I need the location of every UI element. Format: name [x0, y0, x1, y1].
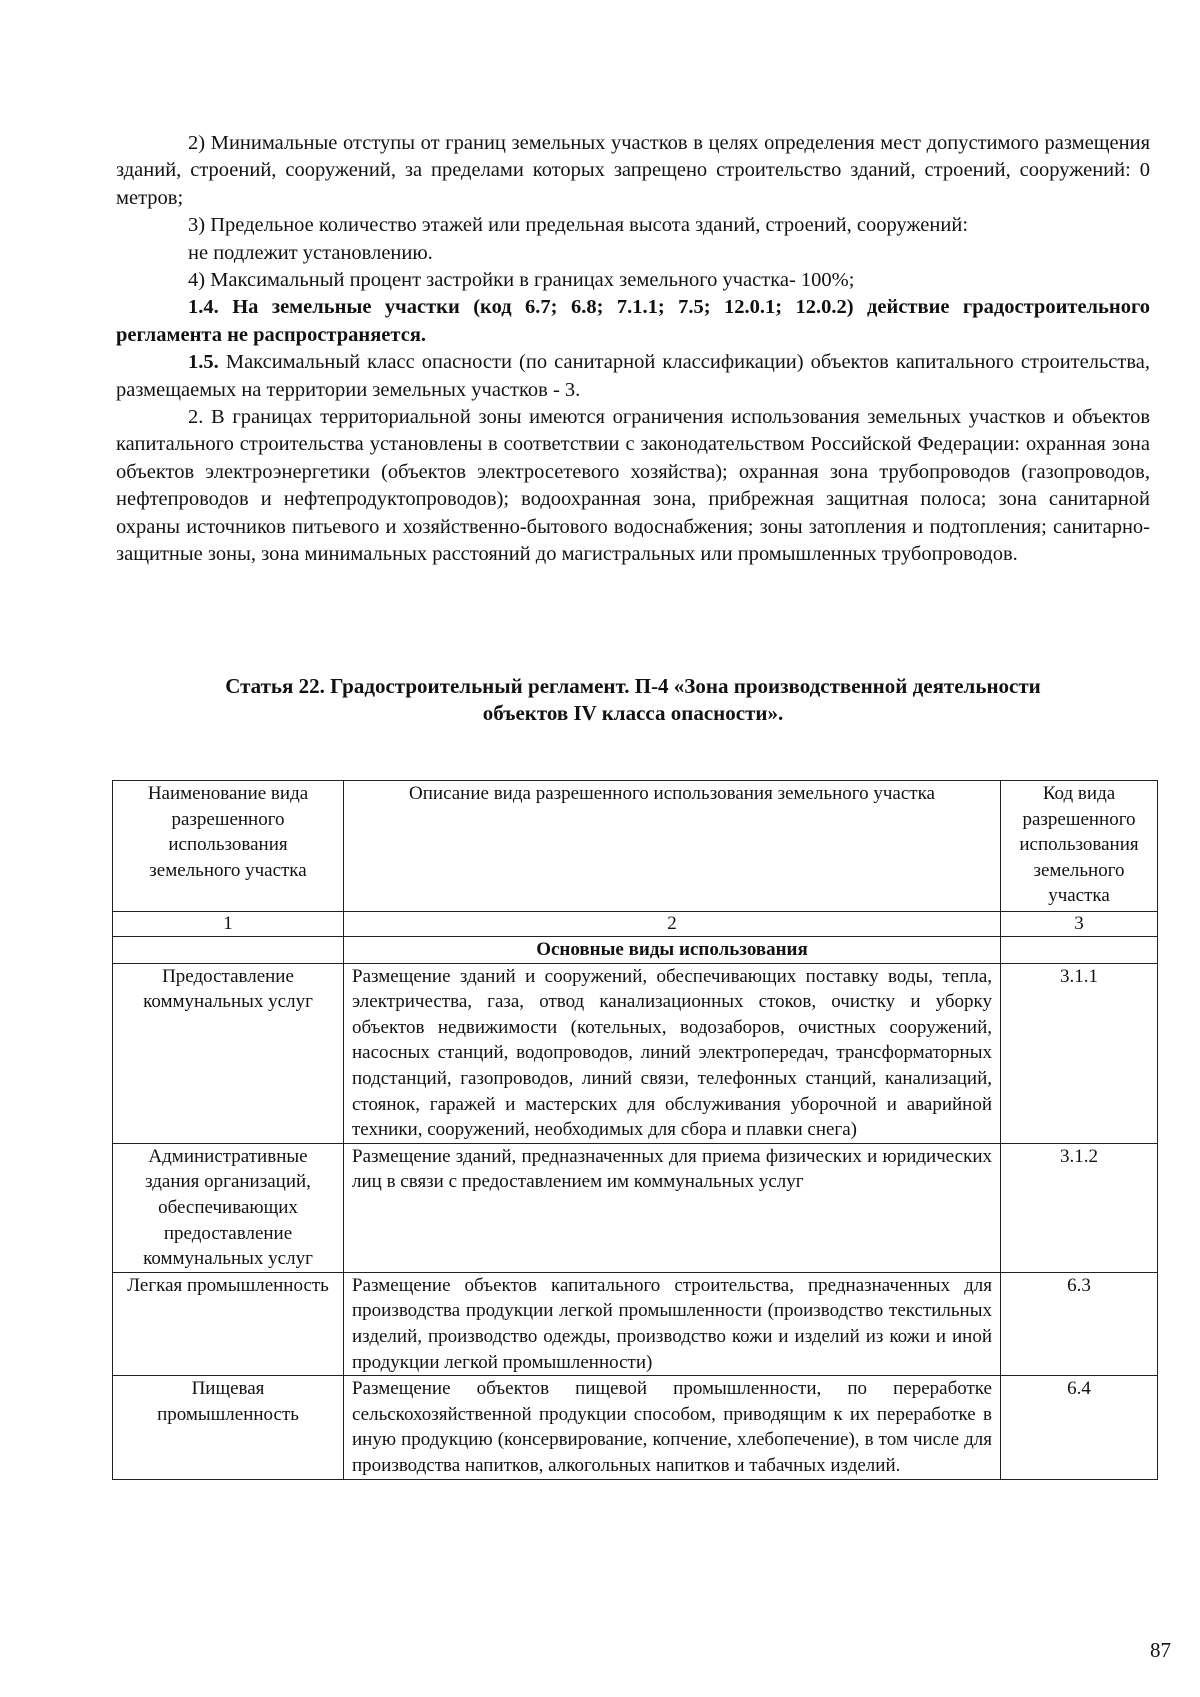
use-code: 6.4 [1001, 1376, 1158, 1479]
use-description: Размещение зданий, предназначенных для приема физических и юридических лиц в связи с предоставлением им коммунальных услуг [344, 1143, 1001, 1272]
paragraph-floors: 3) Предельное количество этажей или предельная высота зданий, строений, сооружений: [188, 214, 969, 237]
use-name: Легкая промышленность [113, 1272, 344, 1375]
column-number: 2 [344, 912, 1001, 937]
paragraph-restrictions: 2. В границах территориальной зоны имеются ограничения использования земельных участков и объектов капитального строительства установлены в соответствии с законодательством Российской Федерации: охранная зона объектов электроэнергетики (объектов электросетевого хозяйства); охранная зона трубопроводов (газопроводов, нефтепроводов и нефтепродуктопроводов); водоохранная зона, прибрежная защитная полоса; зона санитарной охраны источников питьевого и хозяйственно-бытового водоснабжения; зоны затопления и подтопления; санитарно-защитные зоны, зона минимальных расстояний до магистральных или промышленных трубопроводов. [116, 406, 1150, 566]
paragraph-1-4: 1.4. На земельные участки (код 6.7; 6.8; 7.1.1; 7.5; 12.0.1; 12.0.2) действие градостроительного регламента не распространяется. [116, 296, 1150, 346]
article-title [116, 673, 1150, 727]
header-code: Код вида разрешенного использования земельного участка [1001, 781, 1158, 912]
paragraph-floors-cont: не подлежит установлению. [188, 241, 433, 264]
paragraph-1-5-text: Максимальный класс опасности (по санитарной классификации) объектов капитального строительства, размещаемых на территории земельных участков - 3. [116, 351, 1150, 401]
table-row [113, 1376, 1158, 1479]
paragraph-1-5-number: 1.5. [188, 351, 219, 374]
use-name: Пищевая промышленность [113, 1376, 344, 1479]
page-number: 87 [1150, 1638, 1171, 1662]
article-title-line-2: объектов IV класса опасности». [482, 701, 784, 725]
table-header-row [113, 781, 1158, 912]
use-code: 6.3 [1001, 1272, 1158, 1375]
table-row [113, 963, 1158, 1143]
table-row [113, 1272, 1158, 1375]
permitted-use-table [112, 780, 1158, 1480]
header-name: Наименование вида разрешенного использования земельного участка [113, 781, 344, 912]
paragraph-setbacks: 2) Минимальные отступы от границ земельных участков в целях определения мест допустимого размещения зданий, строений, сооружений, за пределами которых запрещено строительство зданий, строений, сооружений: 0 метров; [116, 132, 1150, 209]
paragraph-1-5 [116, 349, 1150, 404]
column-number: 1 [113, 912, 344, 937]
header-description: Описание вида разрешенного использования земельного участка [344, 781, 1001, 912]
use-name: Административные здания организаций, обеспечивающих предоставление коммунальных услуг [113, 1143, 344, 1272]
column-number-row [113, 912, 1158, 937]
use-description: Размещение объектов капитального строительства, предназначенных для производства продукции легкой промышленности (производство текстильных изделий, производство одежды, производство кожи и изделий из кожи и иной продукции легкой промышленности) [344, 1272, 1001, 1375]
article-title-line-1: Статья 22. Градостроительный регламент. П-4 «Зона производственной деятельности [225, 674, 1041, 698]
paragraph-coverage: 4) Максимальный процент застройки в границах земельного участка- 100%; [188, 269, 855, 292]
body-text [116, 130, 1150, 569]
table-row [113, 1143, 1158, 1272]
use-name: Предоставление коммунальных услуг [113, 963, 344, 1143]
section-row [113, 937, 1158, 964]
section-title: Основные виды использования [344, 937, 1001, 964]
use-code: 3.1.1 [1001, 963, 1158, 1143]
column-number: 3 [1001, 912, 1158, 937]
use-description: Размещение зданий и сооружений, обеспечивающих поставку воды, тепла, электричества, газа, отвод канализационных стоков, очистку и уборку объектов недвижимости (котельных, водозаборов, очистных сооружений, насосных станций, водопроводов, линий электропередач, трансформаторных подстанций, газопроводов, линий связи, телефонных станций, канализаций, стоянок, гаражей и мастерских для обслуживания уборочной и аварийной техники, сооружений, необходимых для сбора и плавки снега) [344, 963, 1001, 1143]
use-description: Размещение объектов пищевой промышленности, по переработке сельскохозяйственной продукции способом, приводящим к их переработке в иную продукцию (консервирование, копчение, хлебопечение), в том числе для производства напитков, алкогольных напитков и табачных изделий. [344, 1376, 1001, 1479]
use-code: 3.1.2 [1001, 1143, 1158, 1272]
